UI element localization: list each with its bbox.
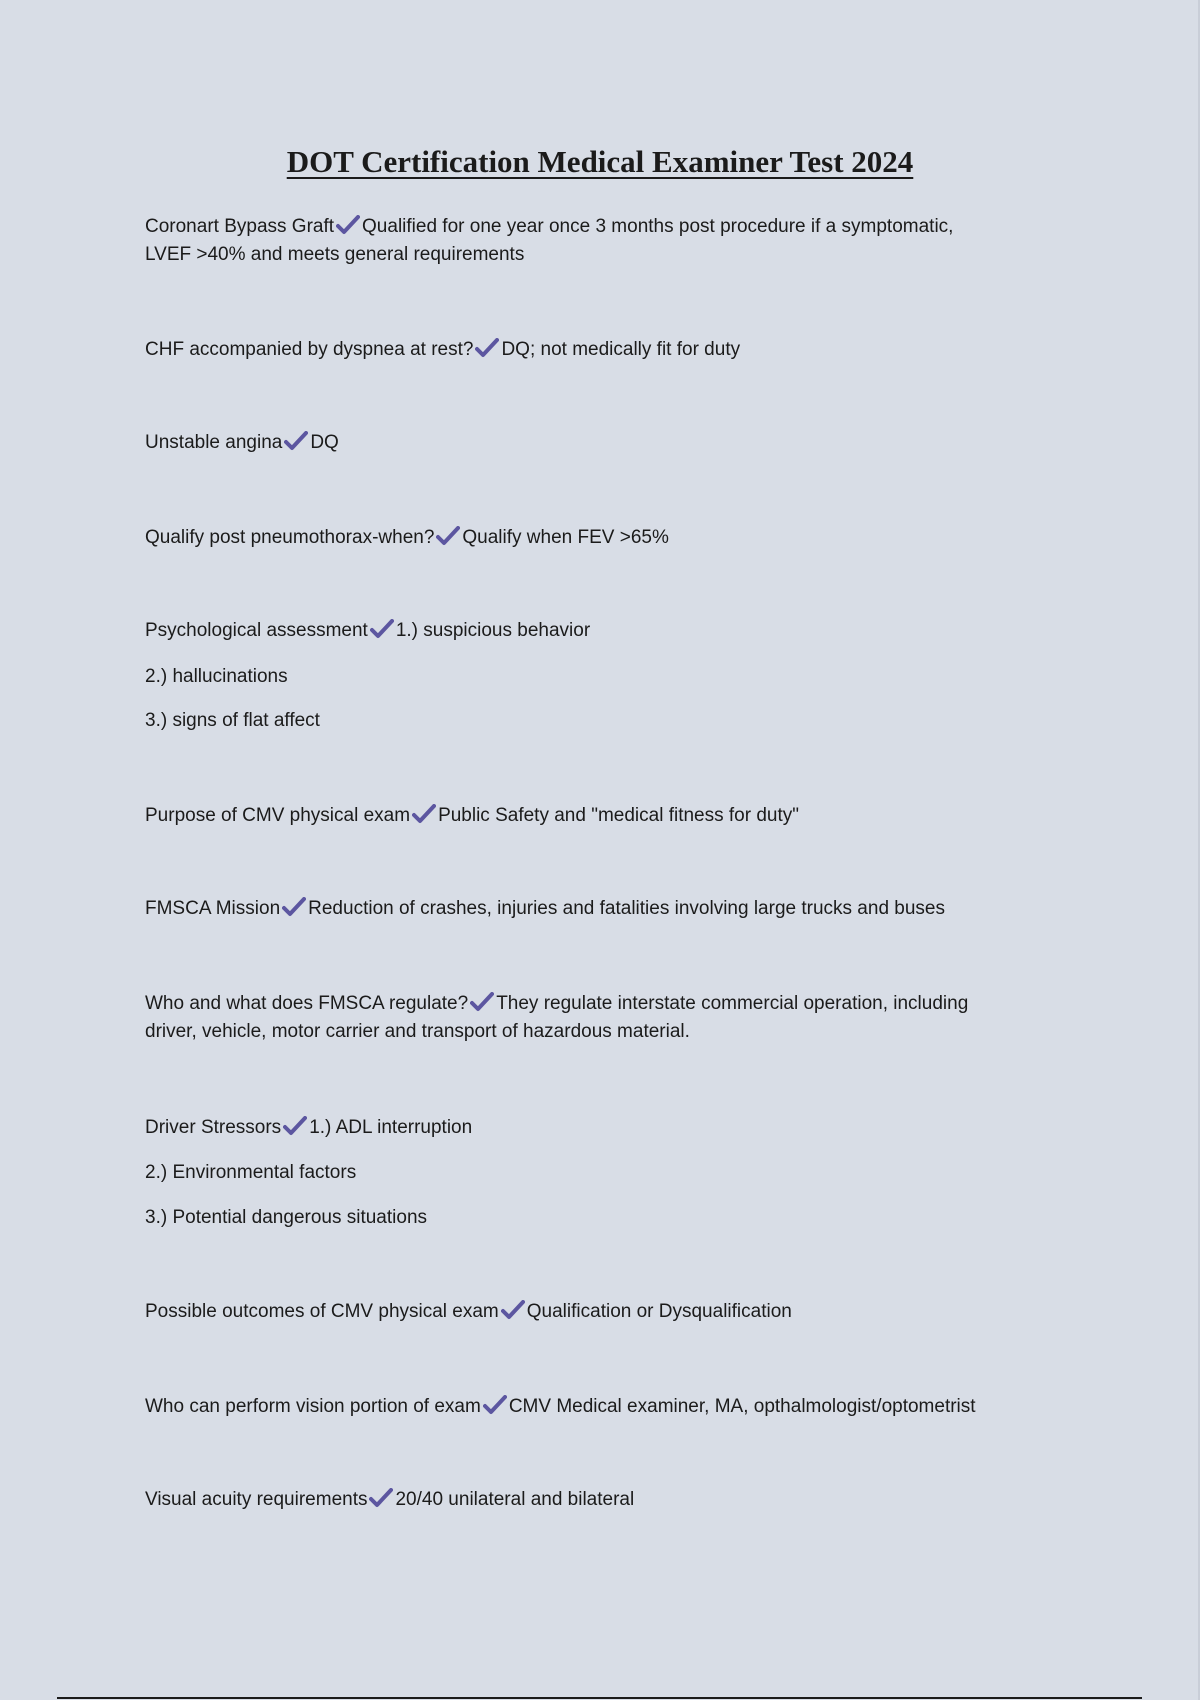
answer-text: 20/40 unilateral and bilateral bbox=[395, 1489, 635, 1510]
list-entry: 3.) signs of flat affect bbox=[145, 710, 320, 731]
qa-item-question-line bbox=[145, 524, 1075, 552]
answer-text-cont: LVEF >40% and meets general requirements bbox=[145, 244, 525, 265]
qa-item-question-line bbox=[145, 617, 1075, 645]
answer-text: Qualification or Dysqualification bbox=[526, 1301, 792, 1322]
qa-item-question-line bbox=[145, 1298, 1075, 1326]
question-text: Who and what does FMSCA regulate? bbox=[145, 993, 469, 1014]
checkmark-icon bbox=[370, 619, 394, 639]
question-text: CHF accompanied by dyspnea at rest? bbox=[145, 339, 474, 360]
qa-item-question-line bbox=[145, 1393, 1075, 1421]
qa-item-question-line bbox=[145, 336, 1075, 364]
qa-item-question-line bbox=[145, 213, 1075, 241]
qa-item-list-line bbox=[145, 1204, 1075, 1232]
question-text: Who can perform vision portion of exam bbox=[145, 1396, 481, 1417]
qa-item-list-line bbox=[145, 707, 1075, 735]
checkmark-icon bbox=[369, 1488, 393, 1508]
list-entry: 2.) hallucinations bbox=[145, 666, 288, 687]
answer-text: DQ; not medically fit for duty bbox=[501, 339, 741, 360]
qa-item-answer-continuation bbox=[145, 241, 1075, 269]
question-text: Unstable angina bbox=[145, 432, 283, 453]
qa-item-question-line bbox=[145, 429, 1075, 457]
checkmark-icon bbox=[475, 338, 499, 358]
question-text: Visual acuity requirements bbox=[145, 1489, 368, 1510]
qa-item-question-line bbox=[145, 1486, 1075, 1514]
footer-divider bbox=[57, 1697, 1142, 1699]
qa-item-question-line bbox=[145, 990, 1075, 1018]
question-text: Possible outcomes of CMV physical exam bbox=[145, 1301, 499, 1322]
answer-text: DQ bbox=[310, 432, 339, 453]
list-entry: 3.) Potential dangerous situations bbox=[145, 1207, 428, 1228]
answer-text: Public Safety and "medical fitness for duty" bbox=[438, 805, 800, 826]
qa-item-list-line bbox=[145, 1159, 1075, 1187]
answer-text: They regulate interstate commercial operation, including bbox=[496, 993, 969, 1014]
answer-text: CMV Medical examiner, MA, opthalmologist/optometrist bbox=[508, 1396, 976, 1417]
question-text: Coronart Bypass Graft bbox=[145, 216, 335, 237]
document-title-text: DOT Certification Medical Examiner Test 2024 bbox=[286, 144, 914, 179]
checkmark-icon bbox=[436, 526, 460, 546]
answer-text: 1.) ADL interruption bbox=[309, 1117, 473, 1138]
checkmark-icon bbox=[283, 1116, 307, 1136]
document-title bbox=[0, 142, 1200, 182]
question-text: FMSCA Mission bbox=[145, 898, 281, 919]
answer-text: Qualified for one year once 3 months post procedure if a symptomatic, bbox=[362, 216, 954, 237]
question-text: Psychological assessment bbox=[145, 620, 368, 641]
answer-text: Qualify when FEV >65% bbox=[462, 527, 669, 548]
checkmark-icon bbox=[483, 1395, 507, 1415]
checkmark-icon bbox=[412, 804, 436, 824]
question-text: Purpose of CMV physical exam bbox=[145, 805, 411, 826]
checkmark-icon bbox=[284, 431, 308, 451]
checkmark-icon bbox=[336, 215, 360, 235]
qa-item-question-line bbox=[145, 1114, 1075, 1142]
checkmark-icon bbox=[282, 897, 306, 917]
answer-text: 1.) suspicious behavior bbox=[395, 620, 591, 641]
qa-item-list-line bbox=[145, 663, 1075, 691]
answer-text: Reduction of crashes, injuries and fatalities involving large trucks and buses bbox=[308, 898, 945, 919]
answer-text-cont: driver, vehicle, motor carrier and transport of hazardous material. bbox=[145, 1021, 690, 1042]
question-text: Driver Stressors bbox=[145, 1117, 282, 1138]
list-entry: 2.) Environmental factors bbox=[145, 1162, 357, 1183]
qa-item-question-line bbox=[145, 802, 1075, 830]
qa-item-question-line bbox=[145, 895, 1075, 923]
qa-item-answer-continuation bbox=[145, 1018, 1075, 1046]
checkmark-icon bbox=[501, 1300, 525, 1320]
checkmark-icon bbox=[470, 992, 494, 1012]
question-text: Qualify post pneumothorax-when? bbox=[145, 527, 435, 548]
